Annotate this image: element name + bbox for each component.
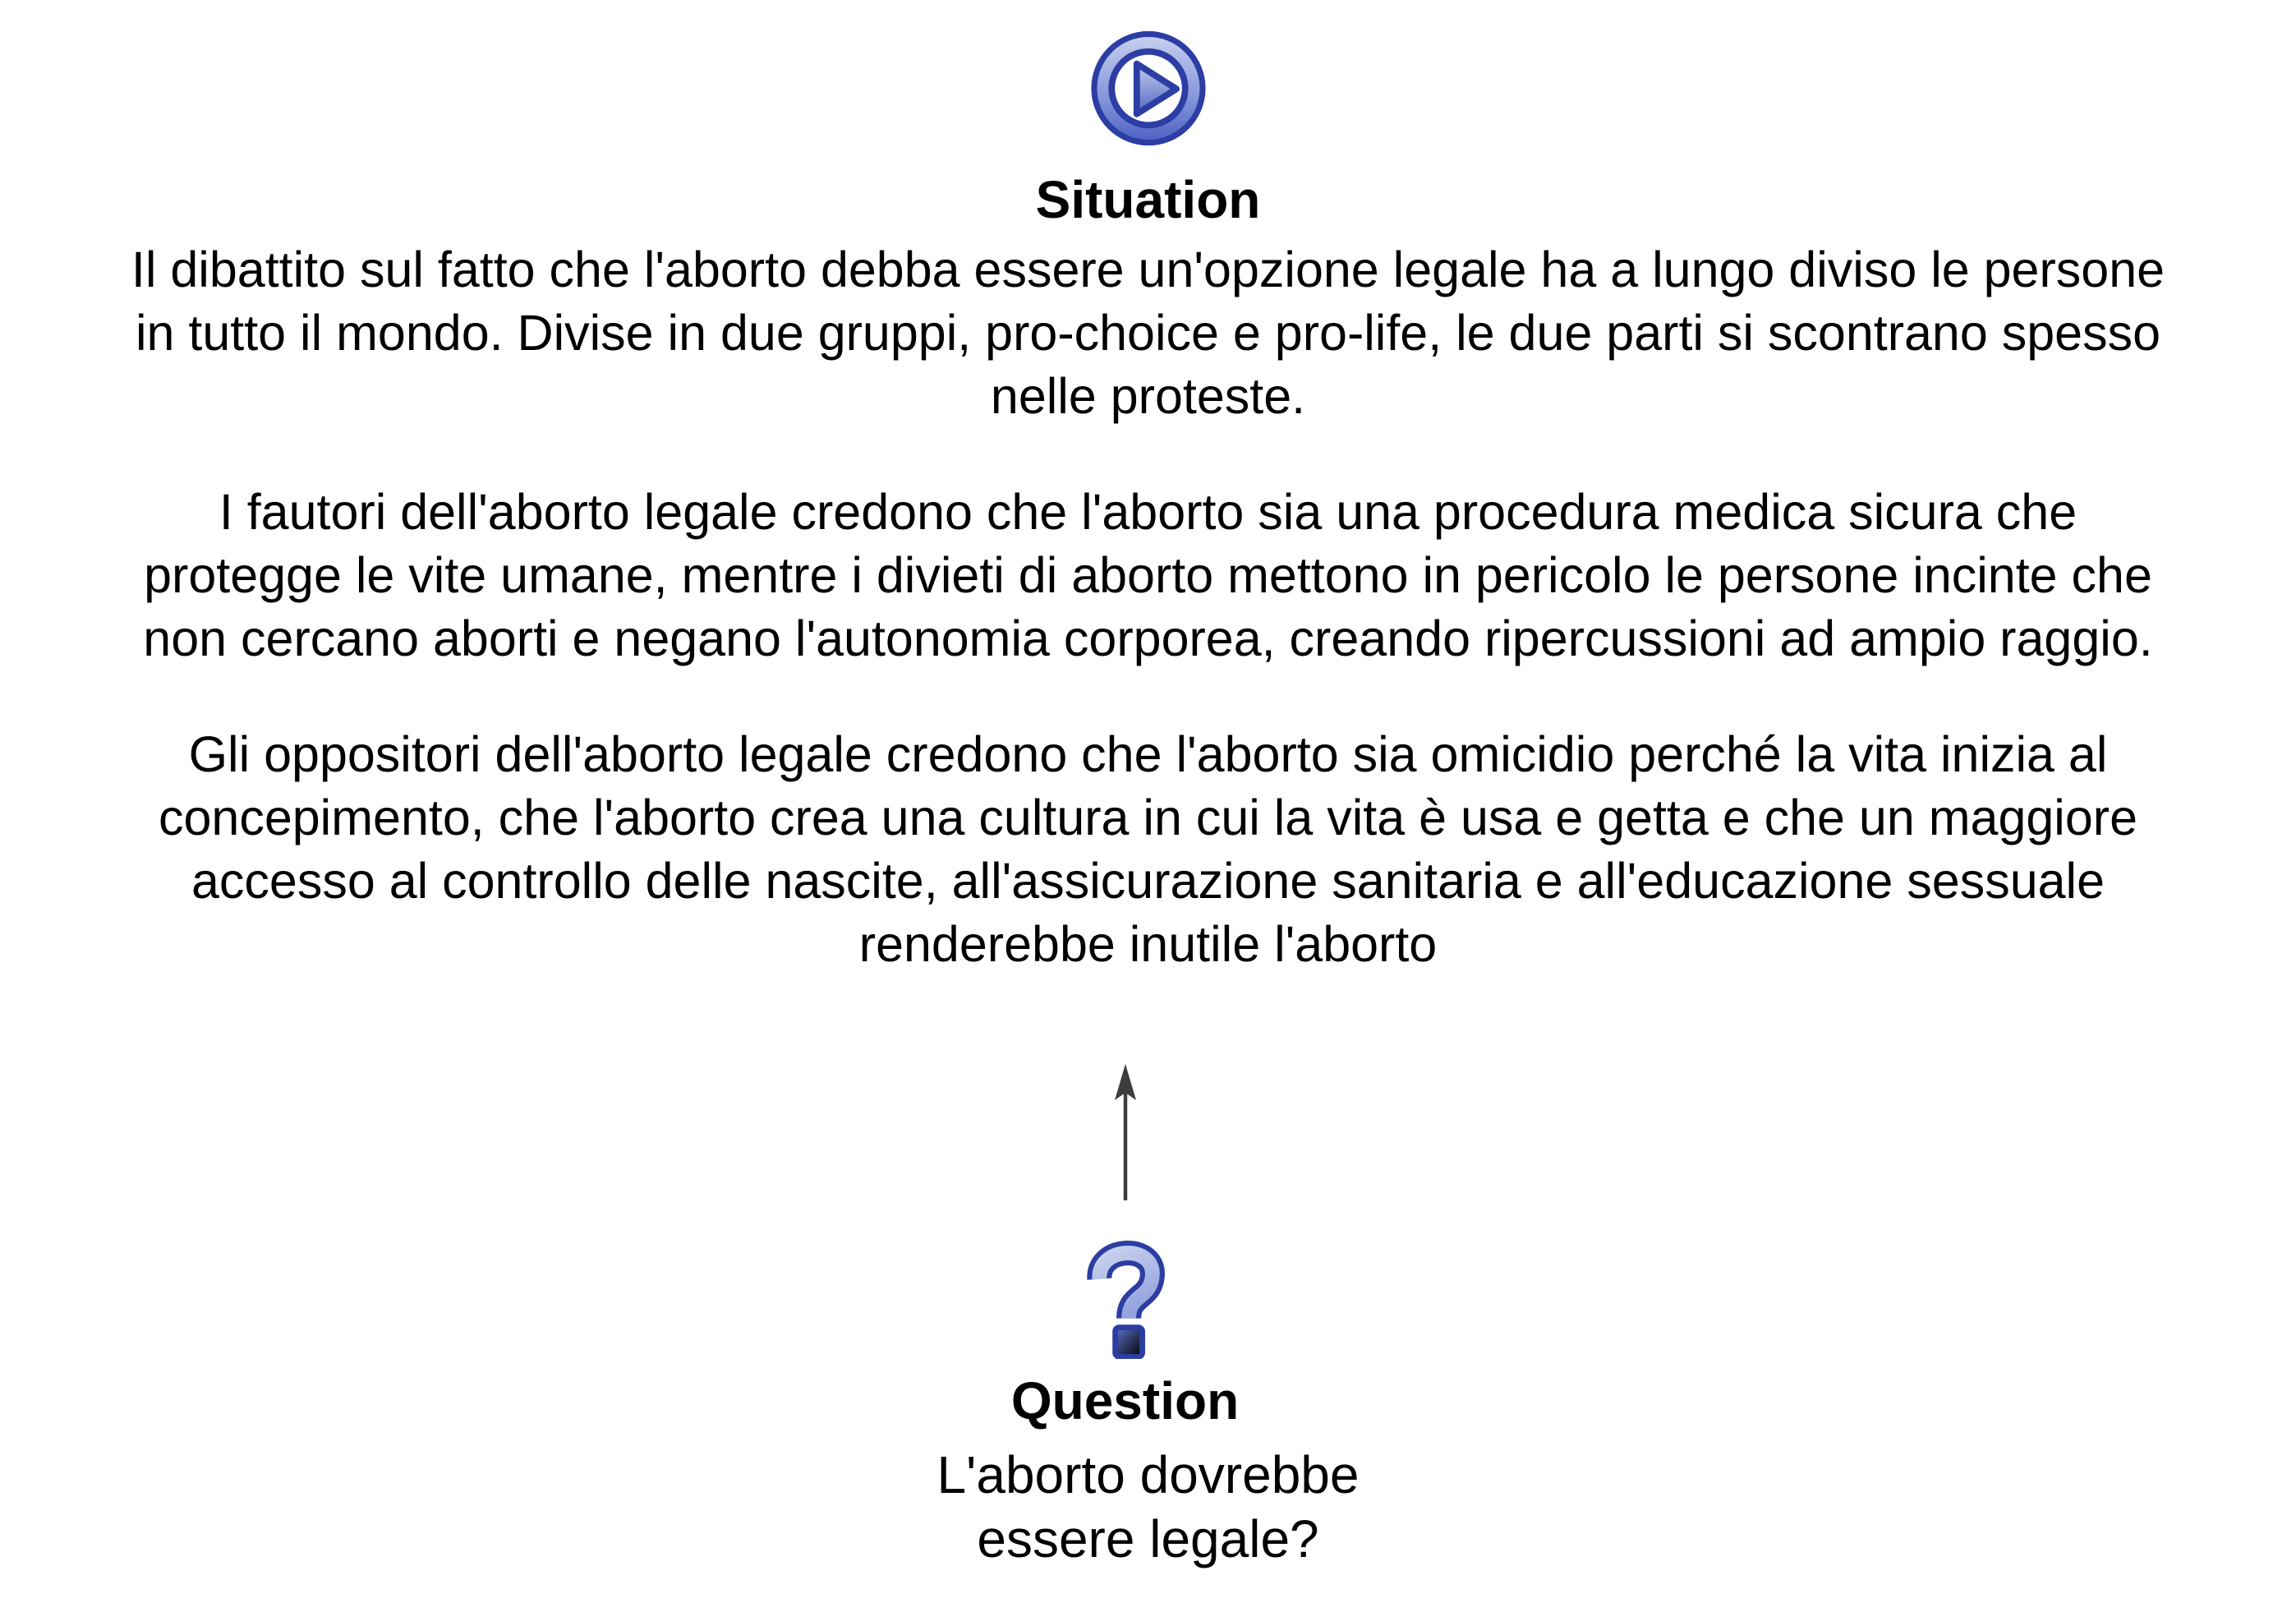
situation-paragraph <box>131 238 2165 428</box>
question-line: L'aborto dovrebbe <box>936 1445 1360 1504</box>
question-heading: Question <box>1010 1371 1240 1430</box>
paragraph-line: concepimento, che l'aborto crea una cultura in cui la vita è usa e getta e che un maggiore <box>158 790 2138 845</box>
paragraph-line: nelle proteste. <box>990 368 1306 424</box>
question-mark-icon <box>1084 1237 1166 1359</box>
situation-heading: Situation <box>1035 170 1261 229</box>
situation-text <box>131 238 2165 976</box>
paragraph-line: non cercano aborti e negano l'autonomia corporea, creando ripercussioni ad ampio raggio. <box>143 610 2153 666</box>
question-line: essere legale? <box>977 1509 1319 1568</box>
paragraph-line: renderebbe inutile l'aborto <box>858 916 1438 972</box>
paragraph-line: protegge le vite umane, mentre i divieti di aborto mettono in pericolo le persone incinte che <box>144 547 2152 603</box>
question-text <box>937 1443 1360 1571</box>
paragraph-line: accesso al controllo delle nascite, all'assicurazione sanitaria e all'educazione sessuale <box>191 853 2105 909</box>
up-arrow-icon <box>1112 1063 1139 1201</box>
paragraph-line: in tutto il mondo. Divise in due gruppi, pro-choice e pro-life, le due parti si scontrano spesso <box>135 305 2161 361</box>
paragraph-line: Il dibattito sul fatto che l'aborto debba essere un'opzione legale ha a lungo diviso le persone <box>131 242 2165 297</box>
situation-paragraph <box>131 723 2165 976</box>
paragraph-line: Gli oppositori dell'aborto legale credono che l'aborto sia omicidio perché la vita inizia al <box>188 726 2108 782</box>
situation-paragraph <box>131 481 2165 670</box>
question-flow-block <box>1011 976 1239 1431</box>
paragraph-line: I fautori dell'aborto legale credono che l'aborto sia una procedura medica sicura che <box>219 484 2077 540</box>
play-icon <box>1090 29 1207 148</box>
